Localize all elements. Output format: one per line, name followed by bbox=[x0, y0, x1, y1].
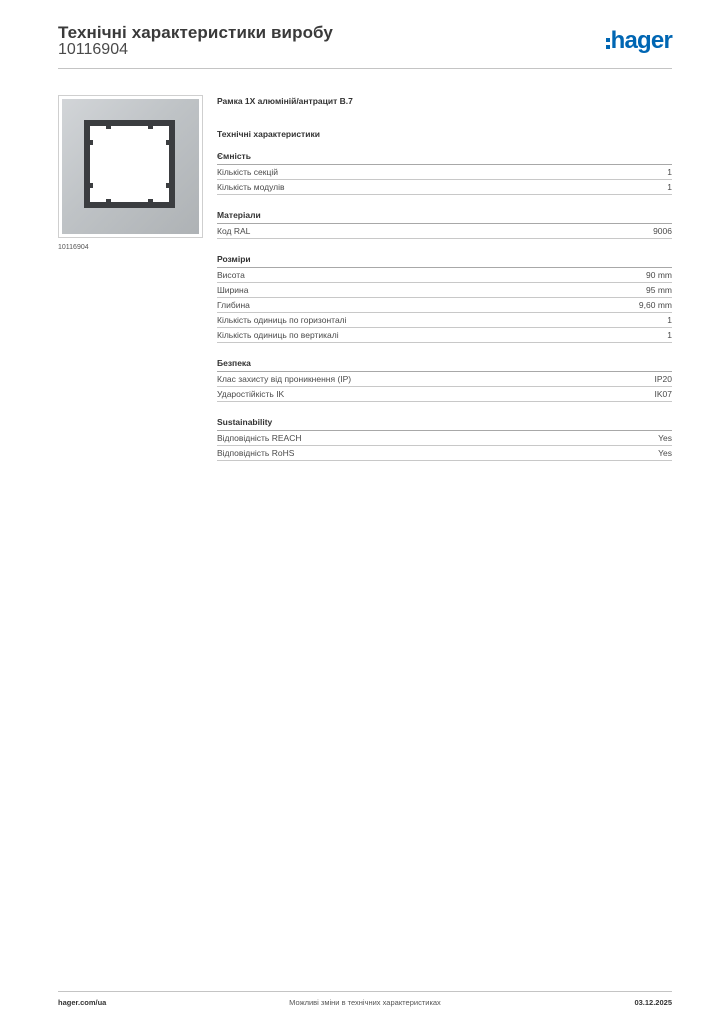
page-header bbox=[58, 20, 672, 70]
spec-label: Код RAL bbox=[217, 226, 251, 236]
spec-label: Ударостійкість IK bbox=[217, 389, 285, 399]
spec-value: Yes bbox=[658, 433, 672, 443]
product-image bbox=[58, 95, 203, 238]
spec-value: 90 mm bbox=[646, 270, 672, 280]
spec-label: Кількість модулів bbox=[217, 182, 285, 192]
spec-row bbox=[217, 165, 672, 180]
spec-value: 9006 bbox=[653, 226, 672, 236]
frame-clip bbox=[90, 183, 93, 188]
spec-label: Кількість одиниць по горизонталі bbox=[217, 315, 347, 325]
spec-row bbox=[217, 431, 672, 446]
spec-row bbox=[217, 268, 672, 283]
hager-logo[interactable] bbox=[606, 27, 672, 55]
spec-label: Кількість одиниць по вертикалі bbox=[217, 330, 339, 340]
spec-value: 1 bbox=[667, 315, 672, 325]
spec-value: 9,60 mm bbox=[638, 300, 672, 310]
logo-text: hager bbox=[610, 27, 672, 54]
frame-clip bbox=[166, 140, 169, 145]
spec-row bbox=[217, 446, 672, 461]
spec-row bbox=[217, 387, 672, 402]
spec-row bbox=[217, 180, 672, 195]
spec-value: 1 bbox=[667, 182, 672, 192]
spec-row bbox=[217, 298, 672, 313]
frame-plate bbox=[62, 99, 199, 234]
page-footer bbox=[58, 998, 672, 1010]
spec-label: Висота bbox=[217, 270, 245, 280]
spec-value: Yes bbox=[658, 448, 672, 458]
spec-value: IP20 bbox=[654, 374, 672, 384]
spec-value: 1 bbox=[667, 330, 672, 340]
hager-logo-icon bbox=[606, 38, 610, 49]
group-title-capacity: Ємність bbox=[217, 148, 672, 165]
product-code: 10116904 bbox=[58, 41, 128, 58]
spec-value: 1 bbox=[667, 167, 672, 177]
image-caption: 10116904 bbox=[58, 244, 89, 251]
section-heading: Технічні характеристики bbox=[217, 129, 320, 139]
spec-label: Відповідність RoHS bbox=[217, 448, 295, 458]
spec-value: IK07 bbox=[654, 389, 672, 399]
group-title-safety: Безпека bbox=[217, 355, 672, 372]
group-title-dimensions: Розміри bbox=[217, 251, 672, 268]
spec-value: 95 mm bbox=[646, 285, 672, 295]
frame-clip bbox=[90, 140, 93, 145]
frame-opening bbox=[90, 126, 169, 202]
group-title-materials: Матеріали bbox=[217, 207, 672, 224]
frame-clip bbox=[148, 199, 153, 202]
spec-label: Кількість секцій bbox=[217, 167, 278, 177]
spec-row bbox=[217, 372, 672, 387]
spec-row bbox=[217, 224, 672, 239]
change-notice: Можливі зміни в технічних характеристиках bbox=[289, 998, 441, 1007]
frame-clip bbox=[166, 183, 169, 188]
spec-label: Клас захисту від проникнення (IP) bbox=[217, 374, 352, 384]
spec-label: Ширина bbox=[217, 285, 249, 295]
spec-row bbox=[217, 283, 672, 298]
frame-insert bbox=[84, 120, 175, 208]
footer-divider bbox=[58, 991, 672, 992]
frame-clip bbox=[106, 126, 111, 129]
specifications bbox=[217, 94, 672, 461]
document-date: 03.12.2025 bbox=[634, 998, 672, 1007]
frame-clip bbox=[148, 126, 153, 129]
product-name: Рамка 1X алюміній/антрацит B.7 bbox=[217, 96, 353, 106]
spec-label: Глибина bbox=[217, 300, 250, 310]
website-link[interactable]: hager.com/ua bbox=[58, 998, 107, 1007]
spec-row bbox=[217, 328, 672, 343]
header-divider bbox=[58, 68, 672, 69]
group-title-sustainability: Sustainability bbox=[217, 414, 672, 431]
frame-clip bbox=[106, 199, 111, 202]
document-title: Технічні характеристики виробу bbox=[58, 23, 333, 42]
spec-row bbox=[217, 313, 672, 328]
spec-label: Відповідність REACH bbox=[217, 433, 302, 443]
